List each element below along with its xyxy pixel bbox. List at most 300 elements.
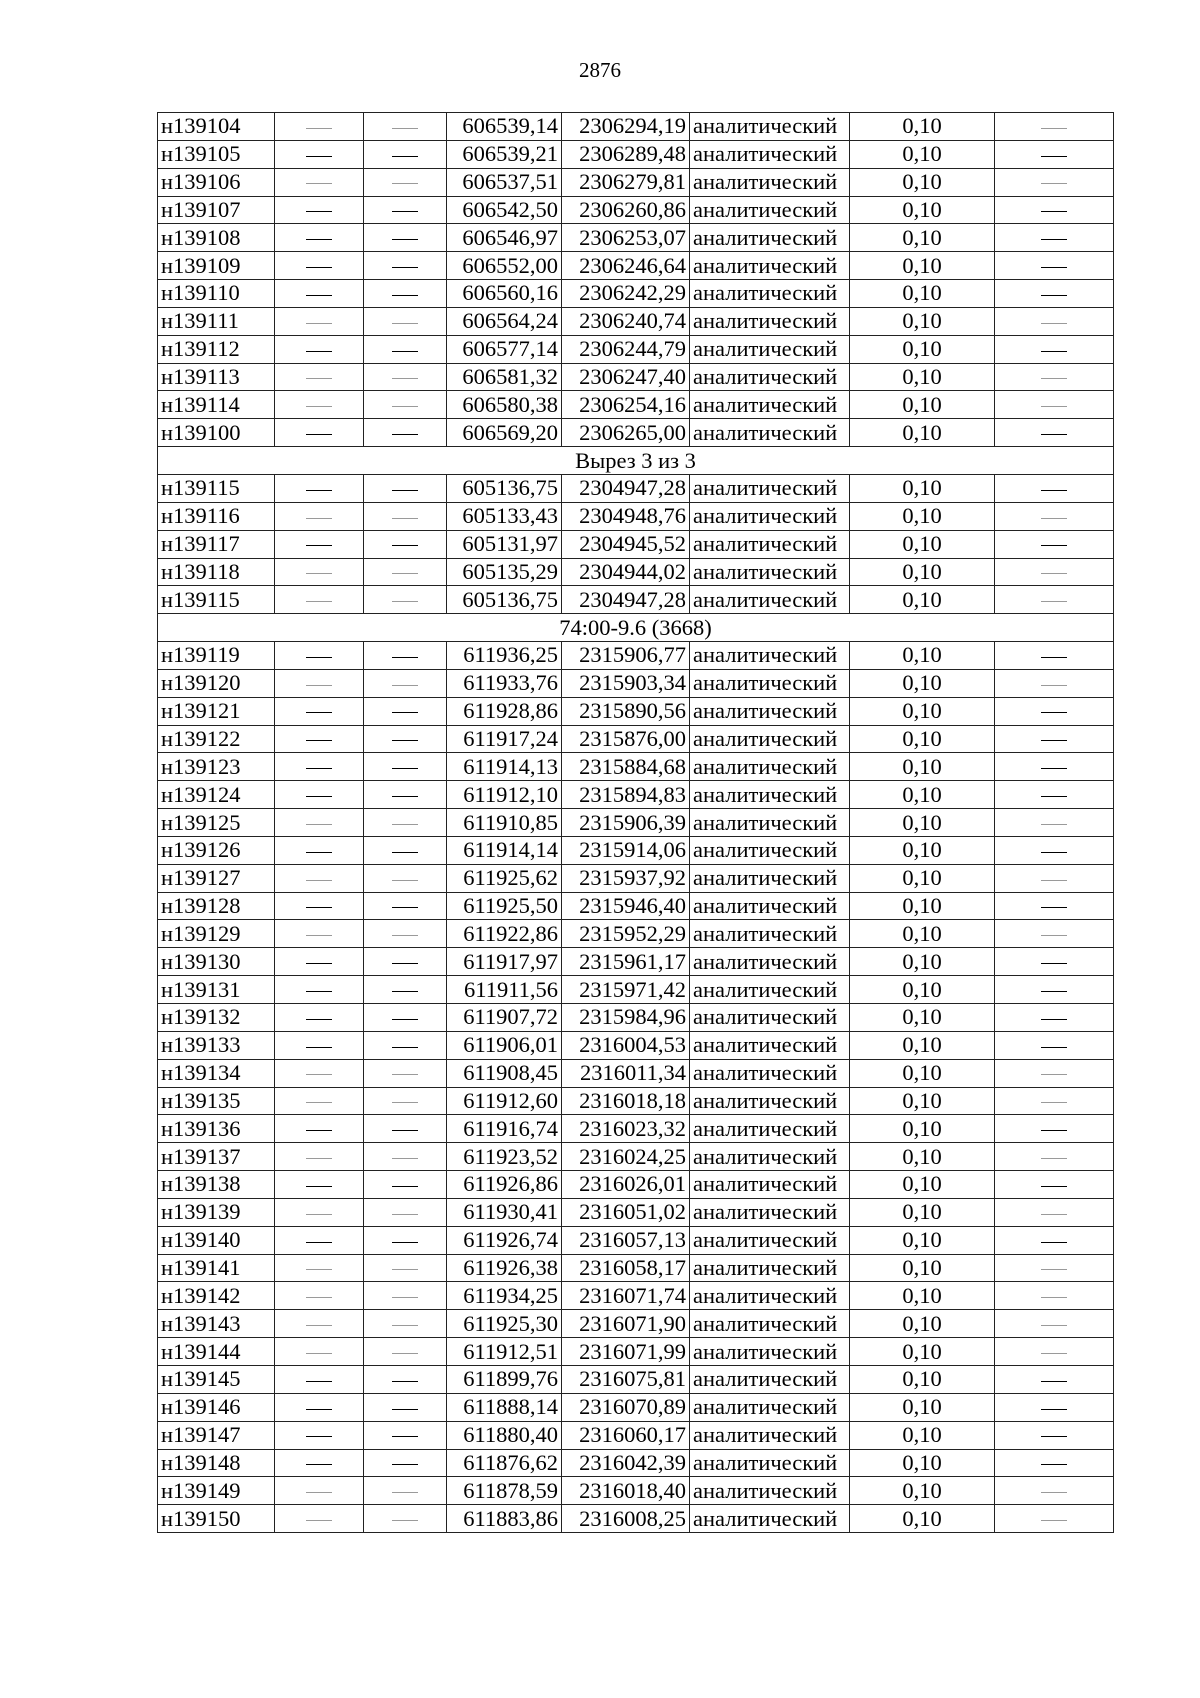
- y-coordinate-cell: 2316018,18: [562, 1087, 690, 1115]
- x-coordinate-cell: 605136,75: [447, 474, 562, 502]
- dash-mark: [306, 545, 332, 546]
- point-name-cell: н139140: [158, 1226, 275, 1254]
- dash-mark: [1041, 267, 1067, 268]
- x-coordinate-cell: 606577,14: [447, 335, 562, 363]
- dash-mark: [392, 1074, 418, 1075]
- empty-cell-2: [364, 725, 447, 753]
- y-coordinate-cell: 2306260,86: [562, 196, 690, 224]
- y-coordinate-cell: 2316070,89: [562, 1393, 690, 1421]
- point-name-cell: н139134: [158, 1059, 275, 1087]
- x-coordinate-cell: 606560,16: [447, 280, 562, 308]
- empty-cell-2: [364, 140, 447, 168]
- page-number: 2876: [579, 58, 621, 82]
- dash-mark: [1041, 518, 1067, 519]
- dash-mark: [392, 490, 418, 491]
- x-coordinate-cell: 611906,01: [447, 1031, 562, 1059]
- point-name-cell: н139144: [158, 1338, 275, 1366]
- empty-cell-1: [275, 307, 364, 335]
- method-cell: аналитический: [690, 252, 850, 280]
- table-row: [158, 1505, 1114, 1533]
- x-coordinate-cell: 605135,29: [447, 558, 562, 586]
- dash-mark: [1041, 935, 1067, 936]
- dash-mark: [1041, 1325, 1067, 1326]
- section-title: 74:00-9.6 (3668): [158, 614, 1114, 642]
- dash-mark: [1041, 1492, 1067, 1493]
- dash-mark: [306, 907, 332, 908]
- accuracy-cell: 0,10: [850, 1449, 995, 1477]
- empty-cell-3: [995, 113, 1114, 141]
- x-coordinate-cell: 611930,41: [447, 1198, 562, 1226]
- empty-cell-3: [995, 168, 1114, 196]
- method-cell: аналитический: [690, 113, 850, 141]
- dash-mark: [1041, 824, 1067, 825]
- empty-cell-1: [275, 1059, 364, 1087]
- dash-mark: [1041, 406, 1067, 407]
- dash-mark: [1041, 128, 1067, 129]
- dash-mark: [1041, 1214, 1067, 1215]
- dash-mark: [306, 991, 332, 992]
- method-cell: аналитический: [690, 1282, 850, 1310]
- dash-mark: [1041, 1047, 1067, 1048]
- y-coordinate-cell: 2306265,00: [562, 419, 690, 447]
- table-row: [158, 391, 1114, 419]
- dash-mark: [306, 1381, 332, 1382]
- empty-cell-1: [275, 224, 364, 252]
- point-name-cell: н139150: [158, 1505, 275, 1533]
- table-row: [158, 252, 1114, 280]
- y-coordinate-cell: 2306244,79: [562, 335, 690, 363]
- empty-cell-1: [275, 1087, 364, 1115]
- table-row: [158, 1115, 1114, 1143]
- dash-mark: [306, 267, 332, 268]
- accuracy-cell: 0,10: [850, 1338, 995, 1366]
- point-name-cell: н139100: [158, 419, 275, 447]
- dash-mark: [1041, 1074, 1067, 1075]
- dash-mark: [306, 128, 332, 129]
- y-coordinate-cell: 2316023,32: [562, 1115, 690, 1143]
- accuracy-cell: 0,10: [850, 1477, 995, 1505]
- accuracy-cell: 0,10: [850, 836, 995, 864]
- dash-mark: [392, 323, 418, 324]
- dash-mark: [392, 796, 418, 797]
- empty-cell-2: [364, 1171, 447, 1199]
- empty-cell-1: [275, 1004, 364, 1032]
- empty-cell-2: [364, 196, 447, 224]
- empty-cell-2: [364, 1421, 447, 1449]
- x-coordinate-cell: 606546,97: [447, 224, 562, 252]
- accuracy-cell: 0,10: [850, 1198, 995, 1226]
- x-coordinate-cell: 606539,14: [447, 113, 562, 141]
- dash-mark: [306, 211, 332, 212]
- y-coordinate-cell: 2316018,40: [562, 1477, 690, 1505]
- dash-mark: [1041, 1158, 1067, 1159]
- point-name-cell: н139147: [158, 1421, 275, 1449]
- dash-mark: [392, 1464, 418, 1465]
- method-cell: аналитический: [690, 558, 850, 586]
- dash-mark: [306, 1325, 332, 1326]
- empty-cell-3: [995, 976, 1114, 1004]
- dash-mark: [306, 406, 332, 407]
- empty-cell-3: [995, 530, 1114, 558]
- empty-cell-2: [364, 1059, 447, 1087]
- point-name-cell: н139113: [158, 363, 275, 391]
- x-coordinate-cell: 611926,74: [447, 1226, 562, 1254]
- point-name-cell: н139112: [158, 335, 275, 363]
- accuracy-cell: 0,10: [850, 864, 995, 892]
- dash-mark: [306, 156, 332, 157]
- dash-mark: [392, 156, 418, 157]
- dash-mark: [392, 1492, 418, 1493]
- accuracy-cell: 0,10: [850, 1393, 995, 1421]
- table-row: [158, 502, 1114, 530]
- empty-cell-2: [364, 1449, 447, 1477]
- empty-cell-1: [275, 363, 364, 391]
- point-name-cell: н139107: [158, 196, 275, 224]
- accuracy-cell: 0,10: [850, 1171, 995, 1199]
- y-coordinate-cell: 2315890,56: [562, 697, 690, 725]
- empty-cell-2: [364, 920, 447, 948]
- empty-cell-2: [364, 1365, 447, 1393]
- method-cell: аналитический: [690, 1031, 850, 1059]
- empty-cell-2: [364, 363, 447, 391]
- dash-mark: [392, 1436, 418, 1437]
- table-row: [158, 140, 1114, 168]
- empty-cell-2: [364, 836, 447, 864]
- empty-cell-2: [364, 1310, 447, 1338]
- point-name-cell: н139125: [158, 809, 275, 837]
- y-coordinate-cell: 2315884,68: [562, 753, 690, 781]
- dash-mark: [392, 1242, 418, 1243]
- dash-mark: [1041, 211, 1067, 212]
- empty-cell-3: [995, 335, 1114, 363]
- method-cell: аналитический: [690, 586, 850, 614]
- empty-cell-2: [364, 1393, 447, 1421]
- empty-cell-2: [364, 1004, 447, 1032]
- x-coordinate-cell: 611926,38: [447, 1254, 562, 1282]
- dash-mark: [1041, 434, 1067, 435]
- y-coordinate-cell: 2306294,19: [562, 113, 690, 141]
- x-coordinate-cell: 611936,25: [447, 642, 562, 670]
- dash-mark: [306, 1269, 332, 1270]
- dash-mark: [1041, 1520, 1067, 1521]
- method-cell: аналитический: [690, 669, 850, 697]
- empty-cell-1: [275, 892, 364, 920]
- empty-cell-2: [364, 697, 447, 725]
- empty-cell-3: [995, 669, 1114, 697]
- x-coordinate-cell: 611934,25: [447, 1282, 562, 1310]
- empty-cell-3: [995, 1143, 1114, 1171]
- y-coordinate-cell: 2304945,52: [562, 530, 690, 558]
- empty-cell-1: [275, 697, 364, 725]
- empty-cell-2: [364, 864, 447, 892]
- dash-mark: [306, 490, 332, 491]
- y-coordinate-cell: 2306279,81: [562, 168, 690, 196]
- table-row: [158, 1310, 1114, 1338]
- dash-mark: [1041, 907, 1067, 908]
- dash-mark: [1041, 963, 1067, 964]
- accuracy-cell: 0,10: [850, 781, 995, 809]
- y-coordinate-cell: 2315984,96: [562, 1004, 690, 1032]
- empty-cell-2: [364, 1087, 447, 1115]
- dash-mark: [306, 768, 332, 769]
- table-row: [158, 335, 1114, 363]
- table-row: [158, 642, 1114, 670]
- empty-cell-3: [995, 196, 1114, 224]
- empty-cell-1: [275, 558, 364, 586]
- accuracy-cell: 0,10: [850, 391, 995, 419]
- dash-mark: [392, 267, 418, 268]
- accuracy-cell: 0,10: [850, 196, 995, 224]
- method-cell: аналитический: [690, 196, 850, 224]
- accuracy-cell: 0,10: [850, 1226, 995, 1254]
- accuracy-cell: 0,10: [850, 113, 995, 141]
- table-row: [158, 196, 1114, 224]
- dash-mark: [306, 712, 332, 713]
- empty-cell-2: [364, 502, 447, 530]
- x-coordinate-cell: 611911,56: [447, 976, 562, 1004]
- accuracy-cell: 0,10: [850, 1059, 995, 1087]
- dash-mark: [306, 1520, 332, 1521]
- point-name-cell: н139105: [158, 140, 275, 168]
- empty-cell-2: [364, 1226, 447, 1254]
- empty-cell-2: [364, 558, 447, 586]
- empty-cell-2: [364, 1505, 447, 1533]
- x-coordinate-cell: 606539,21: [447, 140, 562, 168]
- y-coordinate-cell: 2316071,74: [562, 1282, 690, 1310]
- empty-cell-1: [275, 1143, 364, 1171]
- dash-mark: [1041, 712, 1067, 713]
- empty-cell-2: [364, 809, 447, 837]
- dash-mark: [306, 183, 332, 184]
- x-coordinate-cell: 611876,62: [447, 1449, 562, 1477]
- x-coordinate-cell: 611926,86: [447, 1171, 562, 1199]
- dash-mark: [392, 1520, 418, 1521]
- method-cell: аналитический: [690, 725, 850, 753]
- table-row: [158, 558, 1114, 586]
- x-coordinate-cell: 611916,74: [447, 1115, 562, 1143]
- empty-cell-3: [995, 1059, 1114, 1087]
- empty-cell-3: [995, 474, 1114, 502]
- method-cell: аналитический: [690, 1449, 850, 1477]
- point-name-cell: н139132: [158, 1004, 275, 1032]
- dash-mark: [392, 518, 418, 519]
- empty-cell-2: [364, 168, 447, 196]
- table-row: [158, 976, 1114, 1004]
- table-row: [158, 1171, 1114, 1199]
- empty-cell-3: [995, 697, 1114, 725]
- empty-cell-1: [275, 1115, 364, 1143]
- accuracy-cell: 0,10: [850, 1310, 995, 1338]
- accuracy-cell: 0,10: [850, 363, 995, 391]
- section-header-row: [158, 614, 1114, 642]
- empty-cell-1: [275, 948, 364, 976]
- section-title: Вырез 3 из 3: [158, 447, 1114, 475]
- dash-mark: [306, 796, 332, 797]
- x-coordinate-cell: 611923,52: [447, 1143, 562, 1171]
- empty-cell-3: [995, 836, 1114, 864]
- x-coordinate-cell: 611933,76: [447, 669, 562, 697]
- table-row: [158, 864, 1114, 892]
- point-name-cell: н139104: [158, 113, 275, 141]
- dash-mark: [392, 128, 418, 129]
- dash-mark: [1041, 685, 1067, 686]
- y-coordinate-cell: 2306247,40: [562, 363, 690, 391]
- empty-cell-2: [364, 1031, 447, 1059]
- y-coordinate-cell: 2316051,02: [562, 1198, 690, 1226]
- dash-mark: [392, 1102, 418, 1103]
- dash-mark: [392, 1186, 418, 1187]
- empty-cell-3: [995, 586, 1114, 614]
- method-cell: аналитический: [690, 1171, 850, 1199]
- accuracy-cell: 0,10: [850, 1031, 995, 1059]
- table-row: [158, 1254, 1114, 1282]
- method-cell: аналитический: [690, 474, 850, 502]
- y-coordinate-cell: 2315937,92: [562, 864, 690, 892]
- table-row: [158, 113, 1114, 141]
- y-coordinate-cell: 2304947,28: [562, 586, 690, 614]
- accuracy-cell: 0,10: [850, 920, 995, 948]
- x-coordinate-cell: 611922,86: [447, 920, 562, 948]
- method-cell: аналитический: [690, 140, 850, 168]
- method-cell: аналитический: [690, 307, 850, 335]
- point-name-cell: н139133: [158, 1031, 275, 1059]
- dash-mark: [306, 935, 332, 936]
- table-row: [158, 781, 1114, 809]
- method-cell: аналитический: [690, 892, 850, 920]
- dash-mark: [306, 573, 332, 574]
- dash-mark: [392, 1325, 418, 1326]
- point-name-cell: н139143: [158, 1310, 275, 1338]
- dash-mark: [1041, 1242, 1067, 1243]
- accuracy-cell: 0,10: [850, 168, 995, 196]
- empty-cell-1: [275, 530, 364, 558]
- dash-mark: [306, 1297, 332, 1298]
- accuracy-cell: 0,10: [850, 1004, 995, 1032]
- table-row: [158, 1393, 1114, 1421]
- y-coordinate-cell: 2316004,53: [562, 1031, 690, 1059]
- empty-cell-3: [995, 1449, 1114, 1477]
- method-cell: аналитический: [690, 864, 850, 892]
- empty-cell-1: [275, 1198, 364, 1226]
- empty-cell-3: [995, 1004, 1114, 1032]
- table-row: [158, 892, 1114, 920]
- empty-cell-3: [995, 391, 1114, 419]
- y-coordinate-cell: 2316008,25: [562, 1505, 690, 1533]
- point-name-cell: н139148: [158, 1449, 275, 1477]
- empty-cell-3: [995, 502, 1114, 530]
- x-coordinate-cell: 611912,51: [447, 1338, 562, 1366]
- dash-mark: [392, 1381, 418, 1382]
- table-row: [158, 1449, 1114, 1477]
- x-coordinate-cell: 605131,97: [447, 530, 562, 558]
- method-cell: аналитический: [690, 1198, 850, 1226]
- y-coordinate-cell: 2304944,02: [562, 558, 690, 586]
- section-header-row: [158, 447, 1114, 475]
- accuracy-cell: 0,10: [850, 1421, 995, 1449]
- empty-cell-2: [364, 669, 447, 697]
- point-name-cell: н139123: [158, 753, 275, 781]
- accuracy-cell: 0,10: [850, 586, 995, 614]
- y-coordinate-cell: 2315903,34: [562, 669, 690, 697]
- dash-mark: [306, 1214, 332, 1215]
- table-row: [158, 1421, 1114, 1449]
- dash-mark: [392, 880, 418, 881]
- empty-cell-2: [364, 948, 447, 976]
- empty-cell-1: [275, 1282, 364, 1310]
- empty-cell-1: [275, 168, 364, 196]
- empty-cell-1: [275, 1310, 364, 1338]
- dash-mark: [306, 378, 332, 379]
- table-row: [158, 1004, 1114, 1032]
- dash-mark: [306, 1242, 332, 1243]
- table-row: [158, 1282, 1114, 1310]
- point-name-cell: н139126: [158, 836, 275, 864]
- y-coordinate-cell: 2306254,16: [562, 391, 690, 419]
- empty-cell-2: [364, 1198, 447, 1226]
- dash-mark: [306, 434, 332, 435]
- empty-cell-1: [275, 140, 364, 168]
- y-coordinate-cell: 2315952,29: [562, 920, 690, 948]
- method-cell: аналитический: [690, 920, 850, 948]
- x-coordinate-cell: 606564,24: [447, 307, 562, 335]
- accuracy-cell: 0,10: [850, 1505, 995, 1533]
- x-coordinate-cell: 611908,45: [447, 1059, 562, 1087]
- dash-mark: [306, 1436, 332, 1437]
- empty-cell-3: [995, 1310, 1114, 1338]
- empty-cell-3: [995, 140, 1114, 168]
- dash-mark: [392, 239, 418, 240]
- empty-cell-2: [364, 1254, 447, 1282]
- dash-mark: [306, 1130, 332, 1131]
- empty-cell-1: [275, 864, 364, 892]
- accuracy-cell: 0,10: [850, 1254, 995, 1282]
- y-coordinate-cell: 2315914,06: [562, 836, 690, 864]
- empty-cell-2: [364, 113, 447, 141]
- dash-mark: [392, 768, 418, 769]
- dash-mark: [1041, 880, 1067, 881]
- empty-cell-2: [364, 307, 447, 335]
- accuracy-cell: 0,10: [850, 419, 995, 447]
- empty-cell-1: [275, 474, 364, 502]
- method-cell: аналитический: [690, 1393, 850, 1421]
- x-coordinate-cell: 611914,14: [447, 836, 562, 864]
- empty-cell-2: [364, 252, 447, 280]
- empty-cell-2: [364, 642, 447, 670]
- point-name-cell: н139109: [158, 252, 275, 280]
- empty-cell-1: [275, 1449, 364, 1477]
- dash-mark: [1041, 1130, 1067, 1131]
- empty-cell-1: [275, 1226, 364, 1254]
- accuracy-cell: 0,10: [850, 280, 995, 308]
- accuracy-cell: 0,10: [850, 140, 995, 168]
- dash-mark: [306, 1102, 332, 1103]
- empty-cell-1: [275, 976, 364, 1004]
- method-cell: аналитический: [690, 1505, 850, 1533]
- table-row: [158, 920, 1114, 948]
- dash-mark: [306, 1492, 332, 1493]
- empty-cell-2: [364, 474, 447, 502]
- accuracy-cell: 0,10: [850, 725, 995, 753]
- y-coordinate-cell: 2316060,17: [562, 1421, 690, 1449]
- dash-mark: [392, 991, 418, 992]
- accuracy-cell: 0,10: [850, 976, 995, 1004]
- dash-mark: [392, 545, 418, 546]
- dash-mark: [392, 1019, 418, 1020]
- empty-cell-1: [275, 1338, 364, 1366]
- point-name-cell: н139114: [158, 391, 275, 419]
- method-cell: аналитический: [690, 391, 850, 419]
- empty-cell-2: [364, 1115, 447, 1143]
